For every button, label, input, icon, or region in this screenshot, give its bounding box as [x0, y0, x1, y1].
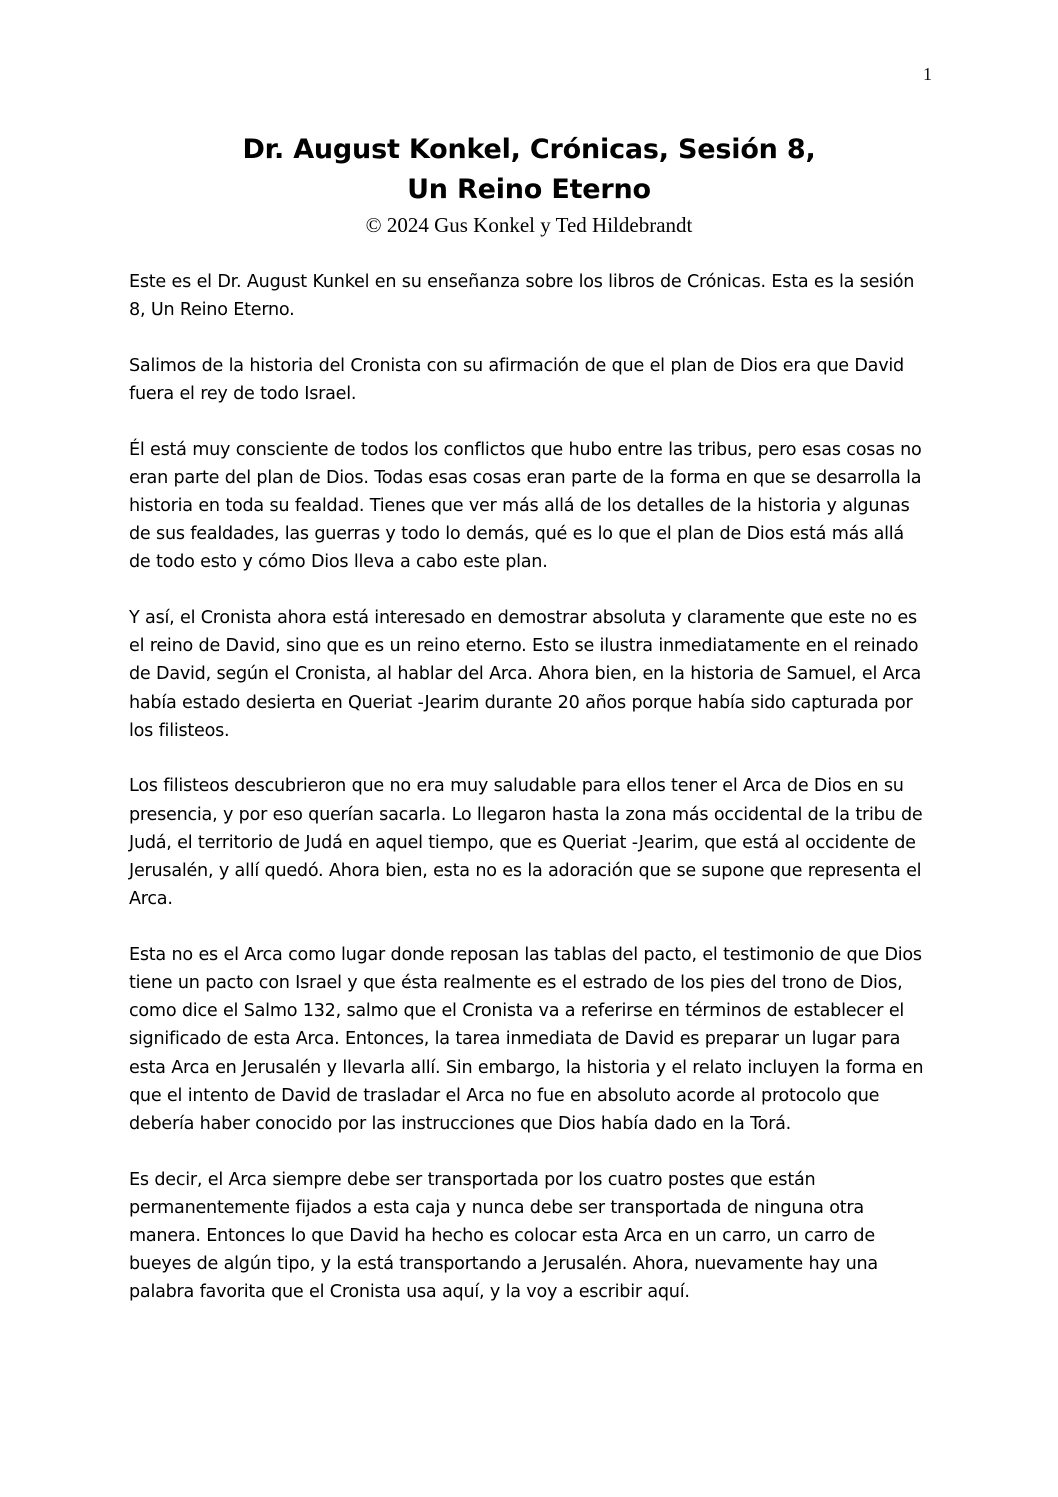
document-header: [0, 130, 1058, 238]
body-text: [129, 268, 929, 1334]
paragraph: Él está muy consciente de todos los conflictos que hubo entre las tribus, pero esas cosas no eran parte del plan de Dios. Todas esas cosas eran parte de la forma en que se desarrolla la historia en toda su fealdad. Tienes que ver más allá de los detalles de la historia y algunas de sus fealdades, las guerras y todo lo demás, qué es lo que el plan de Dios está más allá de todo esto y cómo Dios lleva a cabo este plan.: [129, 439, 922, 573]
paragraph: Los filisteos descubrieron que no era muy saludable para ellos tener el Arca de Dios en su presencia, y por eso querían sacarla. Lo llegaron hasta la zona más occidental de la tribu de Judá, el territorio de Judá en aquel tiempo, que es Queriat -Jearim, que está al occidente de Jerusalén, y allí quedó. Ahora bien, esta no es la adoración que se supone que representa el Arca.: [129, 776, 923, 910]
copyright-line: © 2024 Gus Konkel y Ted Hildebrandt: [365, 213, 693, 237]
title-line-2: Un Reino Eterno: [407, 174, 651, 205]
paragraph: Este es el Dr. August Kunkel en su enseñanza sobre los libros de Crónicas. Esta es la sesión 8, Un Reino Eterno.: [129, 272, 915, 321]
paragraph: Y así, el Cronista ahora está interesado en demostrar absoluta y claramente que este no es el reino de David, sino que es un reino eterno. Esto se ilustra inmediatamente en el reinado de David, según el Cronista, al hablar del Arca. Ahora bien, en la historia de Samuel, el Arca había estado desierta en Queriat -Jearim durante 20 años porque había sido capturada por los filisteos.: [129, 608, 921, 741]
title-line-1: Dr. August Konkel, Crónicas, Sesión 8,: [242, 134, 816, 165]
paragraph: Salimos de la historia del Cronista con su afirmación de que el plan de Dios era que David fuera el rey de todo Israel.: [129, 355, 904, 404]
paragraph: Esta no es el Arca como lugar donde reposan las tablas del pacto, el testimonio de que Dios tiene un pacto con Israel y que ésta realmente es el estrado de los pies del trono de Dios, como dice el Salmo 132, salmo que el Cronista va a referirse en términos de establecer el significado de esta Arca. Entonces, la tarea inmediata de David es preparar un lugar para esta Arca en Jerusalén y llevarla allí. Sin embargo, la historia y el relato incluyen la forma en que el intento de David de trasladar el Arca no fue en absoluto acorde al protocolo que debería haber conocido por las instrucciones que Dios había dado en la Torá.: [129, 944, 924, 1135]
page-number: 1: [923, 64, 932, 84]
paragraph: Es decir, el Arca siempre debe ser transportada por los cuatro postes que están permanentemente fijados a esta caja y nunca debe ser transportada de ninguna otra manera. Entonces lo que David ha hecho es colocar esta Arca en un carro, un carro de bueyes de algún tipo, y la está transportando a Jerusalén. Ahora, nuevamente hay una palabra favorita que el Cronista usa aquí, y la voy a escribir aquí.: [129, 1169, 878, 1303]
